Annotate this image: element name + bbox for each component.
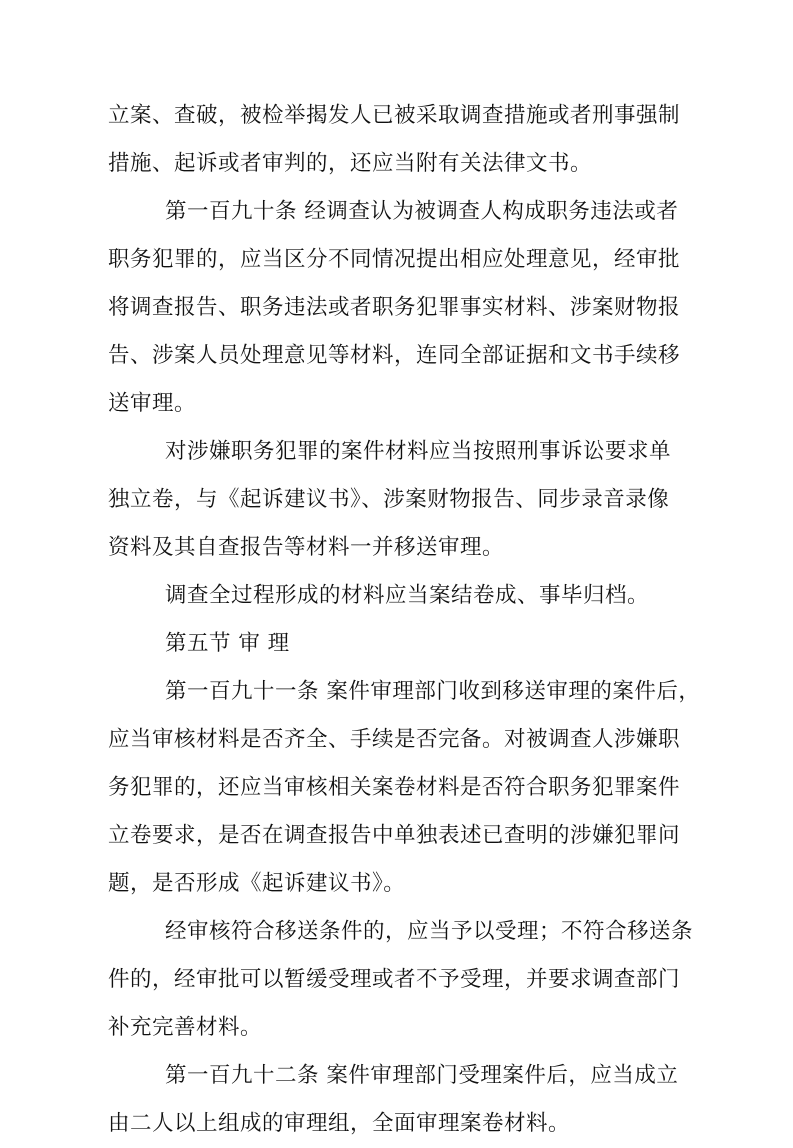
text-line: 资料及其自查报告等材料一并移送审理。	[108, 535, 505, 560]
article-191-heading-line: 第一百九十一条 案件审理部门收到移送审理的案件后，	[165, 679, 701, 704]
paragraph-start-line: 经审核符合移送条件的，应当予以受理；不符合移送条	[165, 919, 694, 944]
text-line: 务犯罪的，还应当审核相关案卷材料是否符合职务犯罪案件	[108, 775, 681, 800]
text-line: 措施、起诉或者审判的，还应当附有关法律文书。	[108, 151, 593, 176]
text-line: 立卷要求，是否在调查报告中单独表述已查明的涉嫌犯罪问	[108, 823, 681, 848]
section-heading: 第五节 审 理	[165, 631, 290, 656]
document-body	[108, 92, 701, 1148]
paragraph-start-line: 对涉嫌职务犯罪的案件材料应当按照刑事诉讼要求单	[165, 439, 672, 464]
text-line: 职务犯罪的，应当区分不同情况提出相应处理意见，经审批	[108, 247, 681, 272]
text-line: 告、涉案人员处理意见等材料，连同全部证据和文书手续移	[108, 343, 681, 368]
text-line: 题，是否形成《起诉建议书》。	[108, 871, 406, 896]
article-190-heading-line: 第一百九十条 经调查认为被调查人构成职务违法或者	[165, 199, 679, 224]
text-line: 立案、查破，被检举揭发人已被采取调查措施或者刑事强制	[108, 103, 681, 128]
text-line: 独立卷，与《起诉建议书》、涉案财物报告、同步录音录像	[108, 487, 670, 512]
text-line: 件的，经审批可以暂缓受理或者不予受理，并要求调查部门	[108, 967, 681, 992]
text-line: 由二人以上组成的审理组，全面审理案卷材料。	[108, 1111, 571, 1136]
article-192-heading-line: 第一百九十二条 案件审理部门受理案件后，应当成立	[165, 1063, 679, 1088]
text-line: 应当审核材料是否齐全、手续是否完备。对被调查人涉嫌职	[108, 727, 681, 752]
text-line: 将调查报告、职务违法或者职务犯罪事实材料、涉案财物报	[108, 295, 681, 320]
paragraph-start-line: 调查全过程形成的材料应当案结卷成、事毕归档。	[165, 583, 650, 608]
text-line: 补充完善材料。	[108, 1015, 263, 1040]
text-line: 送审理。	[108, 391, 197, 416]
